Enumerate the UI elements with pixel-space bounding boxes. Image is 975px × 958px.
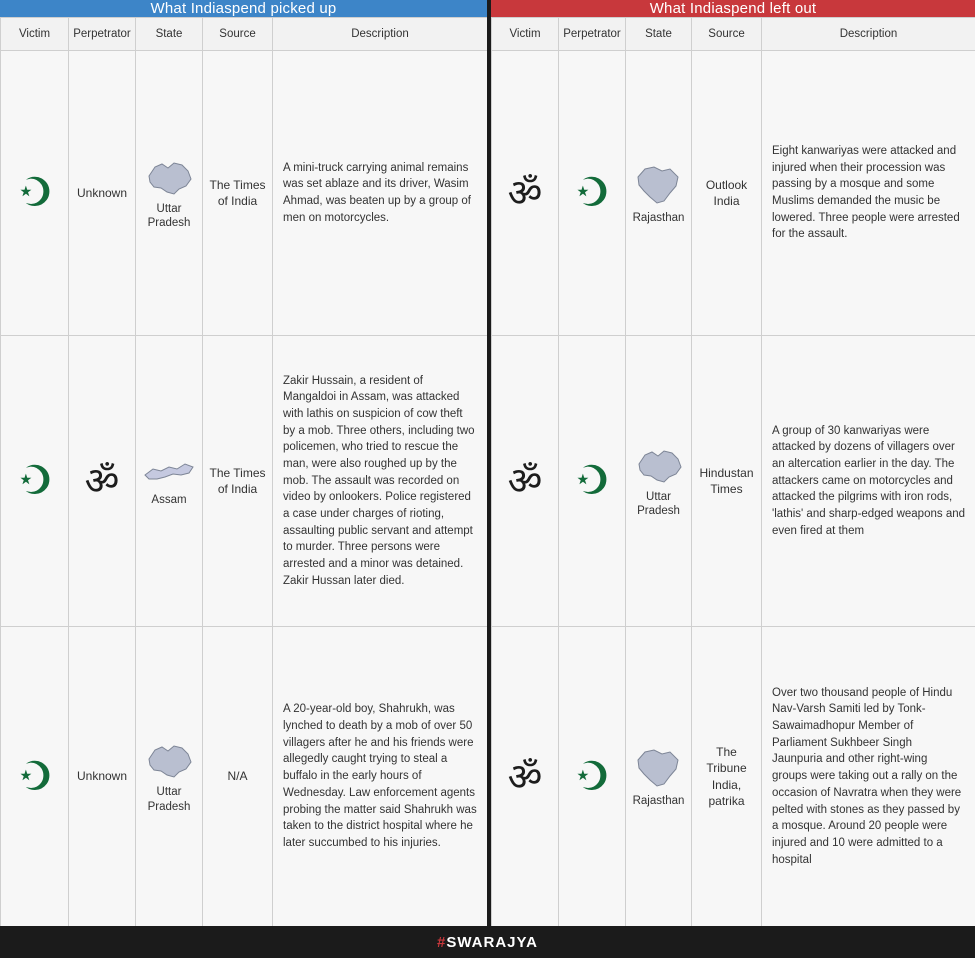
crescent-star-icon: ☪	[574, 459, 610, 503]
table-row	[492, 51, 975, 336]
victim-cell	[1, 51, 69, 336]
uttar-pradesh-map-icon	[141, 739, 197, 783]
footer-bar	[0, 926, 975, 958]
description-cell: A 20-year-old boy, Shahrukh, was lynched to death by a mob of over 50 villagers after he and his friends were allegedly caught trying to steal a buffalo in the early hours of Wednesday. Law enforcement agents probing the matter said Shahrukh was taken to the district hospital where he later succumbed to his injuries.	[273, 627, 488, 927]
victim-cell	[1, 336, 69, 627]
source-cell: The Times of India	[203, 336, 273, 627]
source-cell: The Tribune India, patrika	[692, 627, 762, 927]
victim-cell	[1, 627, 69, 927]
table-right	[491, 17, 975, 927]
crescent-star-icon: ☪	[16, 754, 53, 799]
table-header-row	[1, 18, 488, 51]
source-cell: The Times of India	[203, 51, 273, 336]
crescent-star-icon: ☪	[16, 459, 53, 503]
description-cell: Over two thousand people of Hindu Nav-Varsh Samiti led by Tonk-Sawaimadhopur Member of Parliament Sukhbeer Singh Jaunpuria and other right-wing groups were taking out a rally on the occasion of Navratra when they were pelted with stones as they passed by a mosque. Around 20 people were injured and 10 were admitted to a hospital	[762, 627, 975, 927]
crescent-star-icon: ☪	[574, 754, 610, 799]
state-label: Uttar Pradesh	[147, 202, 191, 229]
column-header-description: Description	[273, 18, 488, 51]
description-cell: A mini-truck carrying animal remains was set ablaze and its driver, Wasim Ahmad, was beaten up by a group of men on motorcycles.	[273, 51, 488, 336]
column-header-victim: Victim	[1, 18, 69, 51]
state-cell	[626, 51, 692, 336]
rajasthan-map-icon	[632, 161, 686, 209]
assam-map-icon	[141, 455, 197, 491]
state-cell	[626, 627, 692, 927]
crescent-star-icon: ☪	[574, 171, 610, 215]
panel-indiaspend-left-out	[487, 0, 975, 926]
hash-symbol: #	[437, 933, 447, 951]
column-header-source: Source	[203, 18, 273, 51]
description-cell: Eight kanwariyas were attacked and injured when their procession was passing by a mosque and some Muslims demanded the music be lowered. Three people were arrested for the assault.	[762, 51, 975, 336]
table-row	[492, 627, 975, 927]
source-cell: Outlook India	[692, 51, 762, 336]
state-cell	[136, 51, 203, 336]
state-cell	[626, 336, 692, 627]
state-cell	[136, 336, 203, 627]
perpetrator-cell	[559, 51, 626, 336]
uttar-pradesh-map-icon	[631, 444, 687, 488]
column-header-perpetrator: Perpetrator	[69, 18, 136, 51]
state-label: Uttar Pradesh	[637, 490, 680, 517]
panel-left-title: What Indiaspend picked up	[0, 0, 487, 17]
om-icon: ॐ	[507, 171, 543, 215]
state-label: Assam	[151, 493, 187, 506]
table-row	[1, 627, 488, 927]
column-header-description: Description	[762, 18, 975, 51]
om-icon: ॐ	[507, 459, 543, 503]
state-cell	[136, 627, 203, 927]
perpetrator-cell: Unknown	[69, 627, 136, 927]
brand-logo	[437, 934, 538, 951]
panel-indiaspend-picked-up	[0, 0, 487, 926]
brand-name: SWARAJYA	[446, 933, 538, 951]
victim-cell	[492, 51, 559, 336]
perpetrator-cell	[559, 336, 626, 627]
state-label: Rajasthan	[632, 211, 685, 224]
table-row	[1, 336, 488, 627]
table-left	[0, 17, 488, 927]
panel-right-title: What Indiaspend left out	[491, 0, 975, 17]
column-header-source: Source	[692, 18, 762, 51]
victim-cell	[492, 627, 559, 927]
table-row	[1, 51, 488, 336]
state-label: Rajasthan	[632, 795, 685, 808]
column-header-state: State	[136, 18, 203, 51]
rajasthan-map-icon	[632, 744, 686, 792]
column-header-state: State	[626, 18, 692, 51]
description-cell: A group of 30 kanwariyas were attacked by dozens of villagers over an altercation earlier in the day. The attackers came on motorcycles and attacked the pilgrims with iron rods, 'lathis' and sharp-edged weapons and even fired at them	[762, 336, 975, 627]
crescent-star-icon: ☪	[16, 171, 53, 215]
table-row	[492, 336, 975, 627]
state-label: Uttar Pradesh	[147, 786, 191, 813]
table-header-row	[492, 18, 975, 51]
om-icon: ॐ	[84, 459, 120, 503]
perpetrator-cell	[559, 627, 626, 927]
perpetrator-cell	[69, 336, 136, 627]
source-cell: N/A	[203, 627, 273, 927]
source-cell: Hindustan Times	[692, 336, 762, 627]
om-icon: ॐ	[507, 754, 543, 799]
column-header-victim: Victim	[492, 18, 559, 51]
perpetrator-cell: Unknown	[69, 51, 136, 336]
column-header-perpetrator: Perpetrator	[559, 18, 626, 51]
description-cell: Zakir Hussain, a resident of Mangaldoi in Assam, was attacked with lathis on suspicion of cow theft by a mob. Three others, including two policemen, who tried to rescue the man, were also roughed up by the mob. The assault was recorded on video by onlookers. Police registered a case under charges of rioting, assaulting public servant and attempt to murder. Three persons were arrested and a minor was detained. Zakir Hussan later died.	[273, 336, 488, 627]
uttar-pradesh-map-icon	[141, 156, 197, 200]
victim-cell	[492, 336, 559, 627]
